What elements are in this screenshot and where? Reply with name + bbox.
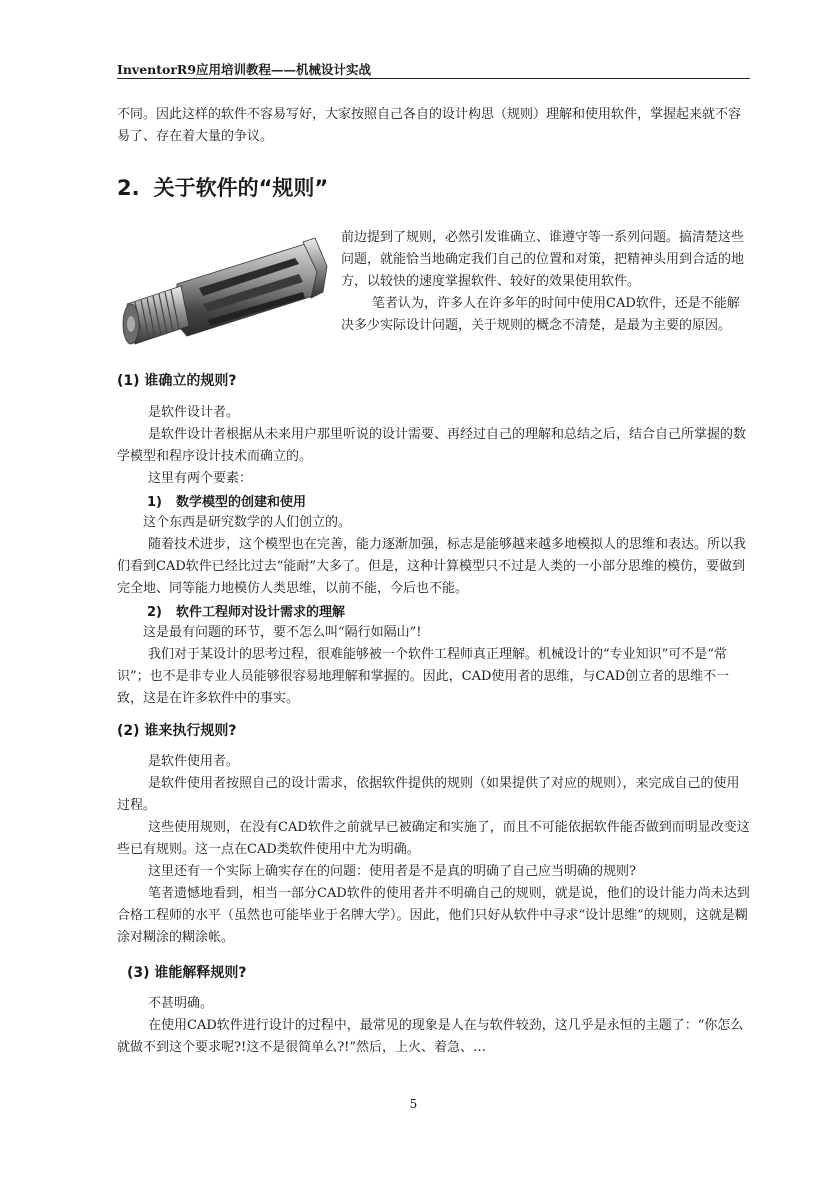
- q2-paragraph: 笔者遗憾地看到，相当一部分CAD软件的使用者并不明确自己的规则，就是说，他们的设计能力尚未达到合格工程师的水平（虽然也可能毕业于名牌大学）。因此，他们只好从软件中寻求“设计思维”的规则，这就是糊涂对糊涂的糊涂帐。: [117, 886, 750, 945]
- q1-sub2-paragraph: 这是最有问题的环节，要不怎么叫“隔行如隔山”!: [143, 625, 422, 640]
- q2-paragraph: 是软件使用者按照自己的设计需求，依据软件提供的规则（如果提供了对应的规则），来完成自己的使用过程。: [117, 776, 740, 813]
- q3-paragraph: 在使用CAD软件进行设计的过程中，最常见的现象是人在与软件较劲，这几乎是永恒的主题了：“你怎么就做不到这个要求呢?!这不是很简单么?!”然后，上火、着急、…: [117, 1018, 744, 1055]
- q1-sub1-paragraph: 随着技术进步，这个模型也在完善，能力逐渐加强，标志是能够越来越多地模拟人的思维和表达。所以我们看到CAD软件已经比过去“能耐”大多了。但是，这种计算模型只不过是人类的一小部分思维的模仿，要做到完全地、同等能力地模仿人类思维，以前不能，今后也不能。: [117, 537, 747, 596]
- header-title: InventorR9应用培训教程——机械设计实战: [117, 62, 372, 77]
- section-heading: [117, 172, 342, 202]
- side-paragraph: 前边提到了规则，必然引发谁确立、谁遵守等一系列问题。搞清楚这些问题，就能恰当地确定我们自己的位置和对策，把精神头用到合适的地方，以较快的速度掌握软件、较好的效果使用软件。: [341, 230, 745, 289]
- q2-heading: (2) 谁来执行规则?: [117, 723, 237, 739]
- q3-answer: 不甚明确。: [148, 996, 214, 1011]
- q1-sub2-heading: [147, 601, 345, 620]
- sub-title: 软件工程师对设计需求的理解: [176, 605, 346, 620]
- part-image: [117, 226, 335, 364]
- q1-answer: 是软件设计者。: [148, 405, 240, 420]
- sub-number: 2): [147, 605, 162, 620]
- q1-sub2-paragraph: 我们对于某设计的思考过程，很难能够被一个软件工程师真正理解。机械设计的“专业知识”可不是“常识”；也不是非专业人员能够很容易地理解和掌握的。因此，CAD使用者的思维，与CAD创立者的思维不一致，这是在许多软件中的事实。: [117, 647, 730, 706]
- section-number: 2.: [117, 176, 140, 200]
- q1-sub1-paragraph: 这个东西是研究数学的人们创立的。: [143, 515, 352, 530]
- q1-paragraph: 是软件设计者根据从未来用户那里听说的设计需要、再经过自己的理解和总结之后，结合自己所掌握的数学模型和程序设计技术而确立的。: [117, 427, 747, 464]
- sub-title: 数学模型的创建和使用: [176, 495, 307, 510]
- side-paragraph: 笔者认为，许多人在许多年的时间中使用CAD软件，还是不能解决多少实际设计问题，关于规则的概念不清楚，是最为主要的原因。: [341, 296, 740, 333]
- q2-paragraph: 这里还有一个实际上确实存在的问题：使用者是不是真的明确了自己应当明确的规则?: [148, 864, 636, 879]
- side-text: [341, 227, 750, 337]
- q2-answer: 是软件使用者。: [148, 754, 240, 769]
- q3-heading: (3) 谁能解释规则?: [127, 965, 247, 981]
- section-title: 关于软件的“规则”: [153, 176, 329, 200]
- shaft-illustration: [117, 226, 335, 364]
- q1-paragraph: 这里有两个要素：: [148, 471, 253, 486]
- q1-sub1-heading: [147, 491, 306, 510]
- intro-paragraph: 不同。因此这样的软件不容易写好，大家按照自己各自的设计构思（规则）理解和使用软件，掌握起来就不容易了、存在着大量的争议。: [117, 107, 742, 144]
- page-header: [117, 58, 750, 79]
- q1-heading: (1) 谁确立的规则?: [117, 373, 237, 389]
- q2-paragraph: 这些使用规则，在没有CAD软件之前就早已被确定和实施了，而且不可能依据软件能否做到而明显改变这些已有规则。这一点在CAD类软件使用中尤为明确。: [117, 820, 750, 857]
- sub-number: 1): [147, 495, 162, 510]
- page-number: 5: [409, 1097, 418, 1111]
